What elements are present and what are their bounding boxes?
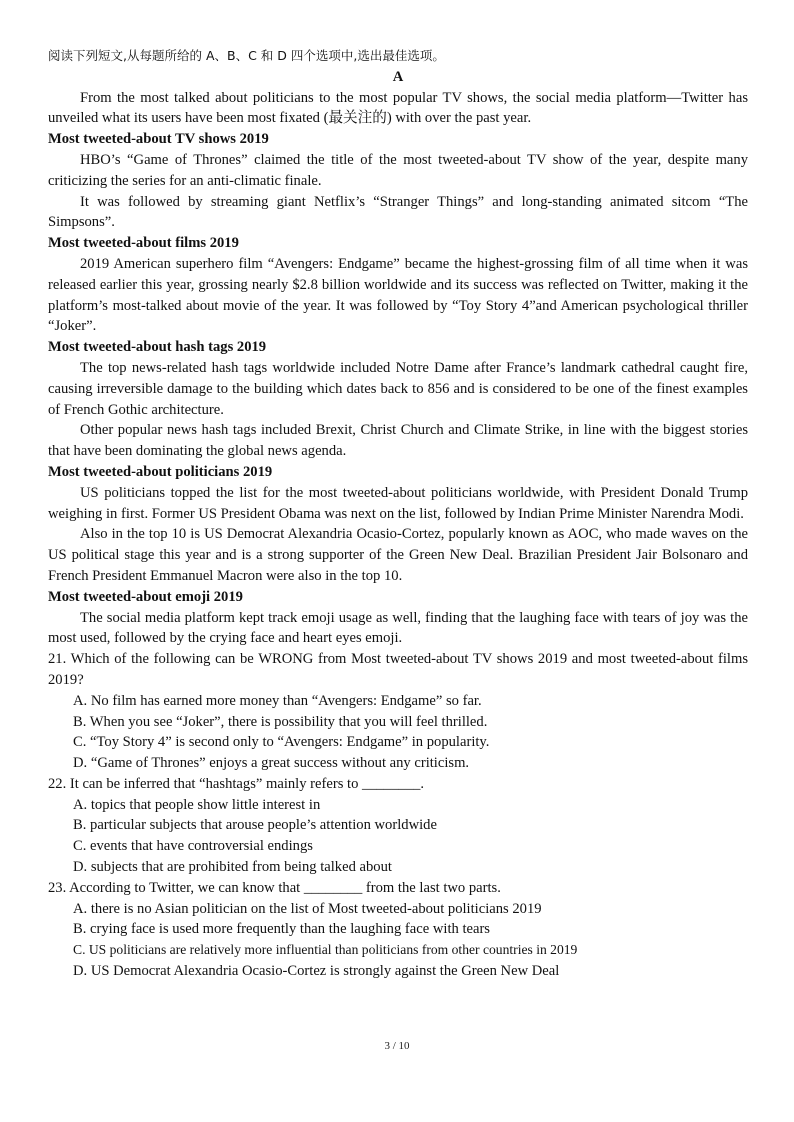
option-c: C. events that have controversial endings <box>73 838 313 855</box>
section-politicians <box>48 462 748 587</box>
section-paragraph: The social media platform kept track emoji usage as well, finding that the laughing face with tears of joy was the most used, followed by the crying face and heart eyes emoji. <box>48 609 748 647</box>
section-tv-shows <box>48 129 748 233</box>
question-23 <box>48 878 748 982</box>
section-paragraph: Also in the top 10 is US Democrat Alexandria Ocasio-Cortez, popularly known as AOC, who made waves on the US political stage this year and is a strong supporter of the Green New Deal. Brazilian President Jair Bolsonaro and French President Emmanuel Macron were also in the top 10. <box>48 526 748 584</box>
instruction-text: 阅读下列短文,从每题所给的 A、B、C 和 D 四个选项中,选出最佳选项。 <box>48 48 445 63</box>
section-films <box>48 233 748 337</box>
section-heading: Most tweeted-about emoji 2019 <box>48 588 243 605</box>
option-b: B. When you see “Joker”, there is possibility that you will feel thrilled. <box>73 713 488 730</box>
section-paragraph: US politicians topped the list for the most tweeted-about politicians worldwide, with President Donald Trump weighing in first. Former US President Obama was next on the list, followed by Indian Prime Minister Narendra Modi. <box>48 484 748 522</box>
option-a: A. topics that people show little interest in <box>73 796 321 813</box>
section-paragraph: The top news-related hash tags worldwide included Notre Dame after France’s landmark cathedral caught fire, causing irreversible damage to the building which dates back to 856 and is considered to be one of the finest examples of French Gothic architecture. <box>48 359 748 418</box>
question-stem: 21. Which of the following can be WRONG from Most tweeted-about TV shows 2019 and most tweeted-about films 2019? <box>48 651 748 688</box>
section-heading: Most tweeted-about hash tags 2019 <box>48 339 267 356</box>
option-c: C. US politicians are relatively more influential than politicians from other countries in 2019 <box>73 942 578 958</box>
section-emoji <box>48 587 748 649</box>
section-paragraph: Other popular news hash tags included Brexit, Christ Church and Climate Strike, in line with the biggest stories that have been dominating the global news agenda. <box>48 422 748 460</box>
question-22 <box>48 774 748 878</box>
section-hash-tags <box>48 337 748 462</box>
option-a: A. there is no Asian politician on the list of Most tweeted-about politicians 2019 <box>73 900 542 917</box>
intro-paragraph: From the most talked about politicians to the most popular TV shows, the social media platform—Twitter has unveiled what its users have been most fixated (最关注的) with over the past year. <box>48 89 748 127</box>
passage-letter: A <box>392 68 404 85</box>
option-b: B. crying face is used more frequently than the laughing face with tears <box>73 921 490 938</box>
option-d: D. subjects that are prohibited from being talked about <box>73 859 392 876</box>
section-heading: Most tweeted-about TV shows 2019 <box>48 131 269 148</box>
option-a: A. No film has earned more money than “Avengers: Endgame” so far. <box>73 692 482 709</box>
section-heading: Most tweeted-about politicians 2019 <box>48 463 273 480</box>
option-d: D. US Democrat Alexandria Ocasio-Cortez is strongly against the Green New Deal <box>73 963 560 980</box>
section-paragraph: 2019 American superhero film “Avengers: Endgame” became the highest-grossing film of all time when it was released earlier this year, grossing nearly $2.8 billion worldwide and its success was reflected on Twitter, making it the platform’s most-talked about movie of the year. It was followed by “Toy Story 4”and American psychological thriller “Joker”. <box>48 255 748 335</box>
page-number: 3 / 10 <box>384 1040 410 1052</box>
section-paragraph: HBO’s “Game of Thrones” claimed the title of the most tweeted-about TV show of the year, despite many criticizing the series for an anti-climatic finale. <box>48 151 748 189</box>
option-b: B. particular subjects that arouse people’s attention worldwide <box>73 817 437 834</box>
question-stem: 23. According to Twitter, we can know that ________ from the last two parts. <box>48 879 501 896</box>
section-paragraph: It was followed by streaming giant Netflix’s “Stranger Things” and long-standing animated sitcom “The Simpsons”. <box>48 193 748 231</box>
question-stem: 22. It can be inferred that “hashtags” mainly refers to ________. <box>48 775 425 792</box>
section-heading: Most tweeted-about films 2019 <box>48 235 239 252</box>
option-d: D. “Game of Thrones” enjoys a great success without any criticism. <box>73 755 470 772</box>
document-page <box>48 46 748 982</box>
question-21 <box>48 649 748 774</box>
option-c: C. “Toy Story 4” is second only to “Avengers: Endgame” in popularity. <box>73 734 490 751</box>
